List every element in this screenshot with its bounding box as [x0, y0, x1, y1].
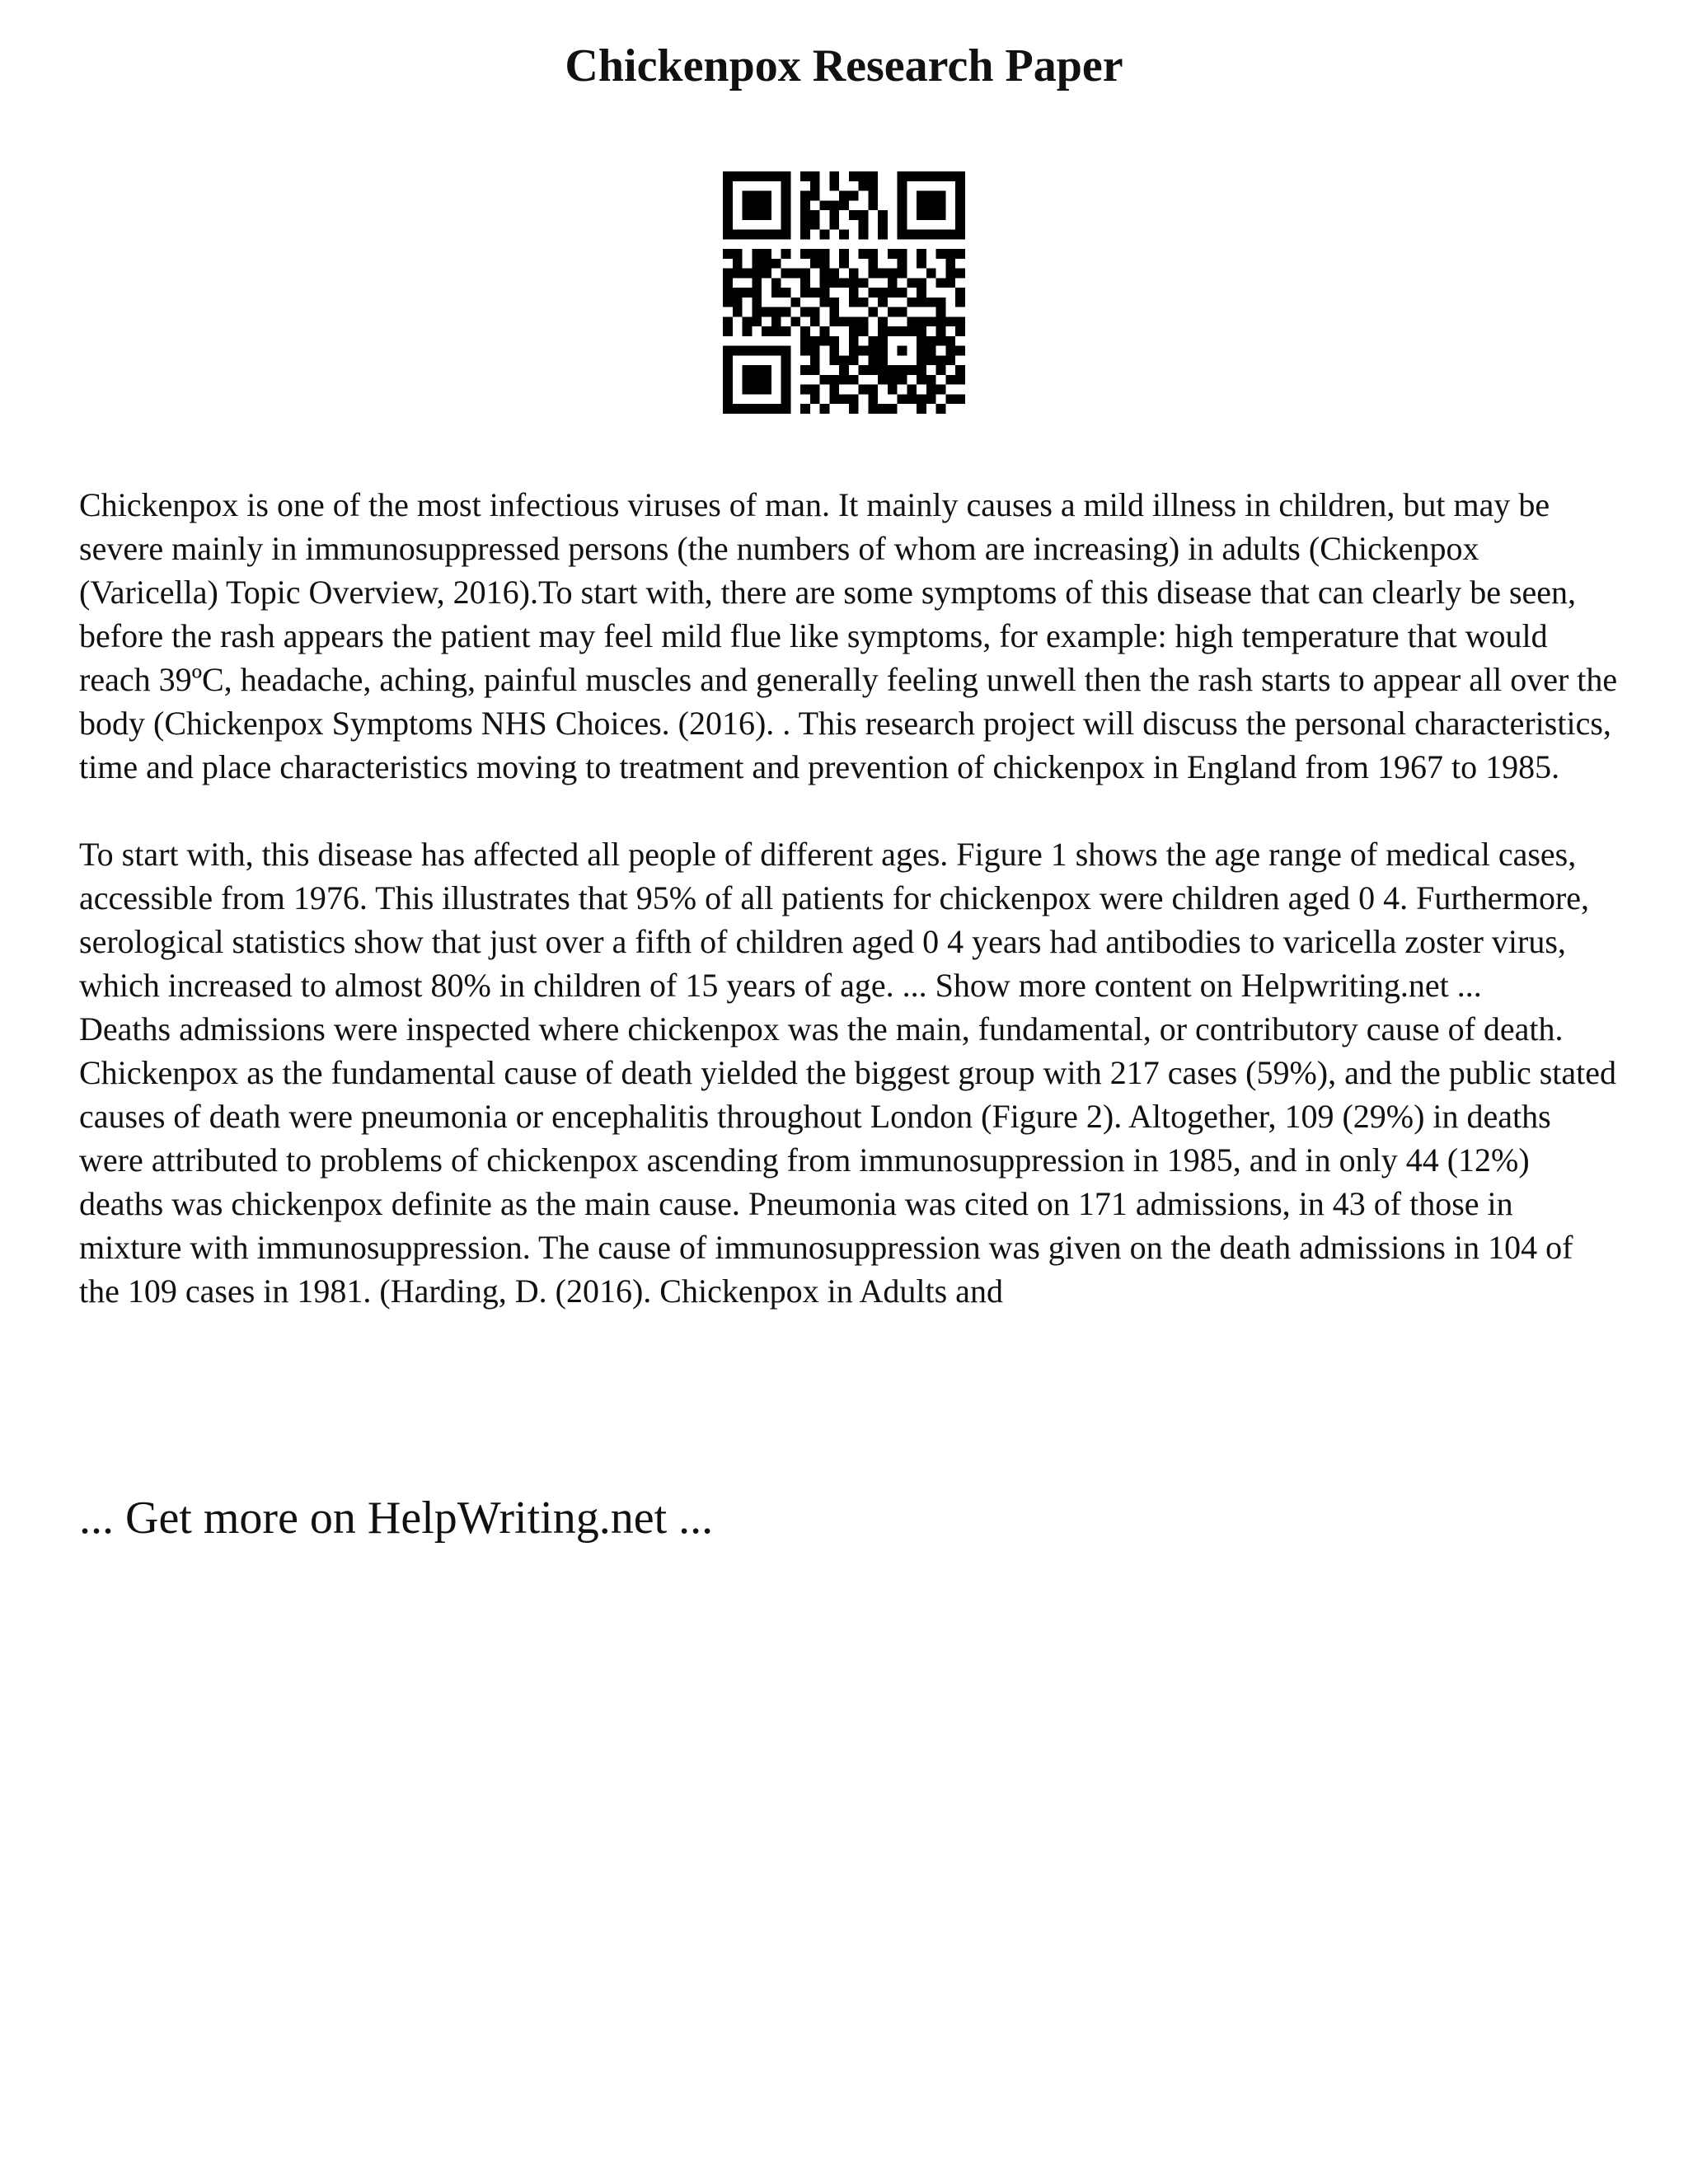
paragraph-ages: To start with, this disease has affected all people of different ages. Figure 1 shows the age range of medical cases, accessible from 1976. This illustrates that 95% of all patients for chickenpox were children aged 0 4. Furthermore, serological statistics show that just over a fifth of children aged 0 4 years had antibodies to varicella zoster virus, which increased to almost 80% in children of 15 years of age. ... Show more content on Helpwriting.net ... [79, 836, 1590, 1004]
paragraph-intro: Chickenpox is one of the most infectious viruses of man. It mainly causes a mild illness in children, but may be severe mainly in immunosuppressed persons (the numbers of whom are increasing) in adults (Chickenpox (Varicella) Topic Overview, 2016).To start with, there are some symptoms of this disease that can clearly be seen, before the rash appears the patient may feel mild flue like symptoms, for example: high temperature that would reach 39ºC, headache, aching, painful muscles and generally feeling unwell then the rash starts to appear all over the body (Chickenpox Symptoms NHS Choices. (2016). . This research project will discuss the personal characteristics, time and place characteristics moving to treatment and prevention of chickenpox in England from 1967 to 1985. [79, 486, 1618, 785]
paragraph-spacer [79, 789, 1620, 832]
page-title: Chickenpox Research Paper [565, 40, 1123, 91]
get-more-link[interactable]: ... Get more on HelpWriting.net ... [79, 1493, 714, 1544]
qr-code-icon [723, 171, 965, 414]
qr-code-graphic [723, 171, 965, 414]
paragraph-deaths: Deaths admissions were inspected where chickenpox was the main, fundamental, or contributory cause of death. Chickenpox as the fundamental cause of death yielded the biggest group with 217 cases (59%), and the public stated causes of death were pneumonia or encephalitis throughout London (Figure 2). Altogether, 109 (29%) in deaths were attributed to problems of chickenpox ascending from immunosuppression in 1985, and in only 44 (12%) deaths was chickenpox definite as the main cause. Pneumonia was cited on 171 admissions, in 43 of those in mixture with immunosuppression. The cause of immunosuppression was given on the death admissions in 104 of the 109 cases in 1981. (Harding, D. (2016). Chickenpox in Adults and [79, 1010, 1617, 1310]
article-body [79, 483, 1620, 1313]
